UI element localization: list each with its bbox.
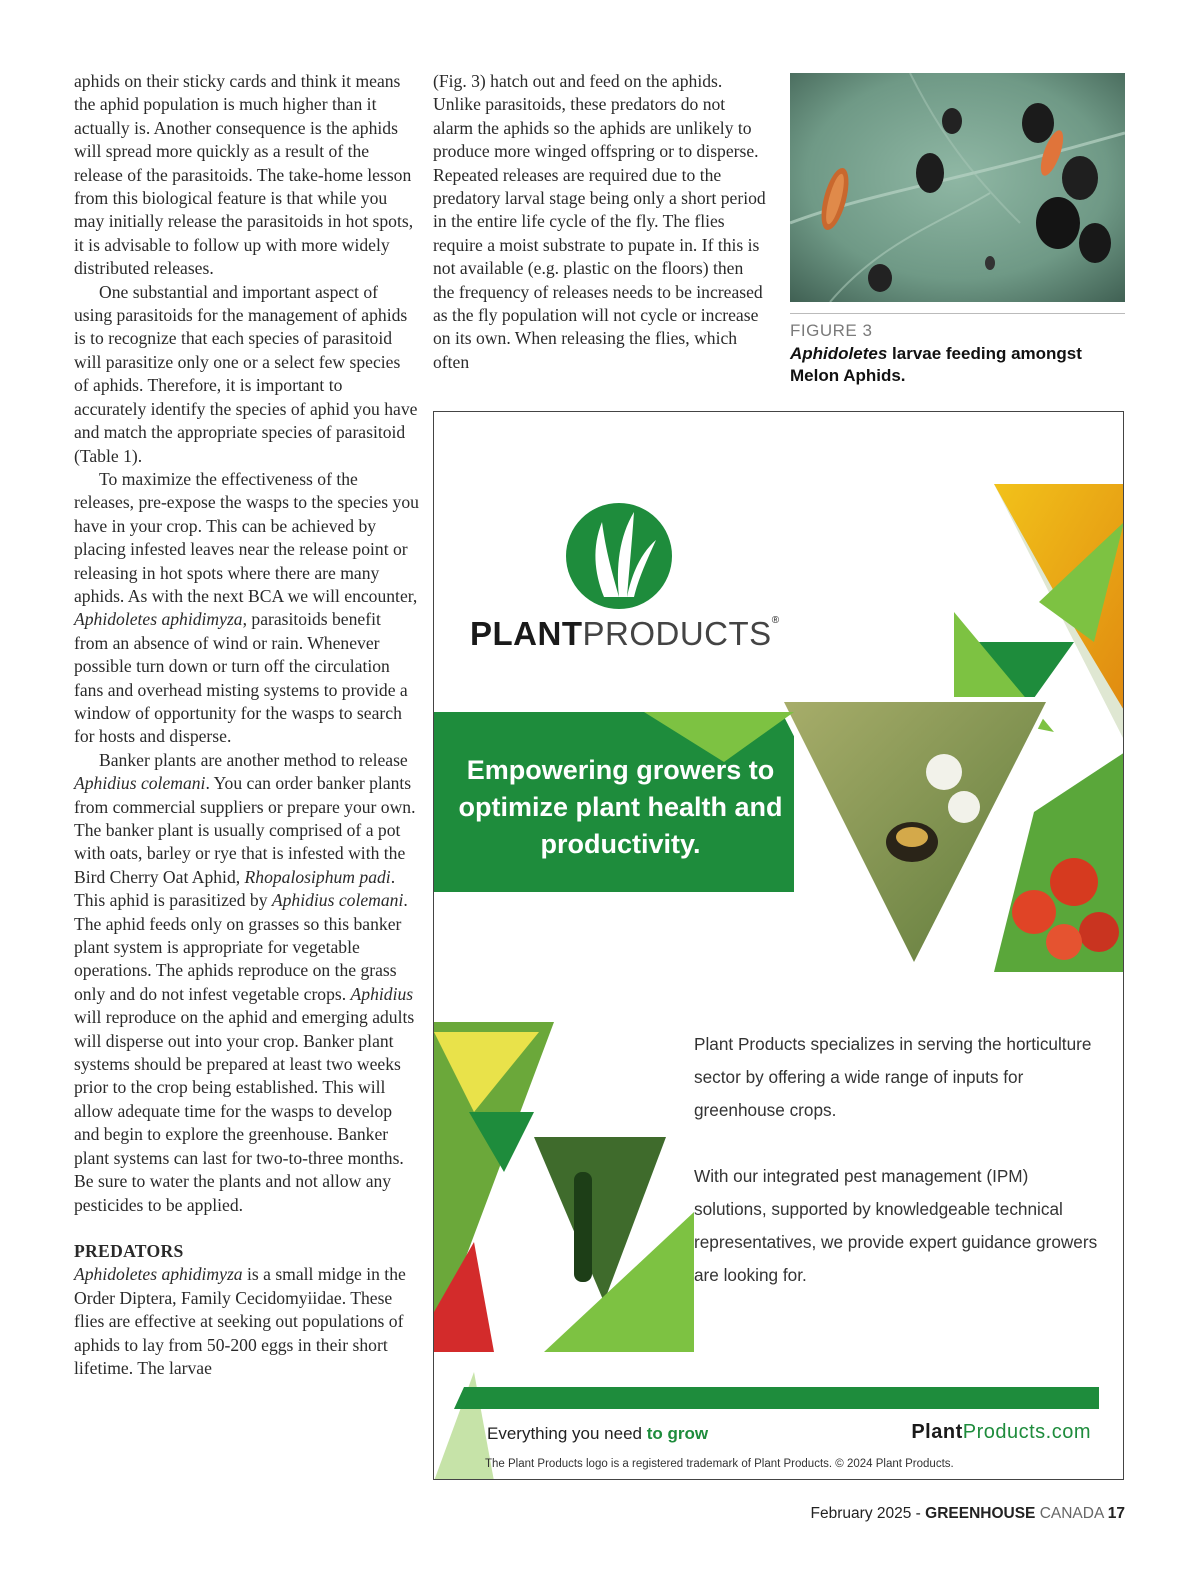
figure-divider bbox=[790, 313, 1125, 314]
ad-website-link[interactable]: PlantProducts.com bbox=[911, 1421, 1091, 1443]
article-column-1 bbox=[74, 70, 419, 1380]
page-number: 17 bbox=[1107, 1505, 1125, 1522]
paragraph: Aphidoletes aphidimyza is a small midge in the Order Diptera, Family Cecidomyiidae. These flies are effective at seeking out populations of aphids to lay from 50-200 eggs in their short lifetime. The larvae bbox=[74, 1264, 406, 1378]
figure-caption: Aphidoletes larvae feeding amongst Melon Aphids. bbox=[790, 344, 1082, 385]
page-footer: February 2025 - GREENHOUSE CANADA 17 bbox=[810, 1505, 1125, 1522]
section-heading: PREDATORS bbox=[74, 1240, 184, 1261]
ad-headline: Empowering growers to optimize plant health and productivity. bbox=[458, 755, 783, 859]
figure-label: FIGURE 3 bbox=[790, 321, 873, 340]
figure-photo bbox=[790, 73, 1125, 302]
article-column-2 bbox=[433, 70, 768, 374]
paragraph: (Fig. 3) hatch out and feed on the aphids. Unlike parasitoids, these predators do not alarm the aphids so the aphids are unlikely to produce more winged offspring or to disperse. Repeated releases are required due to the predatory larval stage being only a short period in the entire life cycle of the fly. The flies require a moist substrate to pupate in. If this is not available (e.g. plastic on the floors) then the frequency of releases needs to be increased as the fly population will not cycle or increase on its own. When releasing the flies, which often bbox=[433, 71, 766, 372]
plant-products-ad bbox=[433, 411, 1124, 1480]
paragraph: One substantial and important aspect of using parasitoids for the management of aphids is to recognize that each species of parasitoid will parasitize only one or a select few species of aphids. Therefore, it is important to accurately identify the species of aphid you have and match the appropriate species of parasitoid (Table 1). bbox=[74, 281, 418, 466]
ad-legal-text: The Plant Products logo is a registered trademark of Plant Products. © 2024 Plant Products. bbox=[485, 1458, 954, 1470]
paragraph: aphids on their sticky cards and think it means the aphid population is much higher than it actually is. Another consequence is the aphids will spread more quickly as a result of the release of the parasitoids. The take-home lesson from this biological feature is that while you may initially release the parasitoids in hot spots, it is advisable to follow up with more widely distributed releases. bbox=[74, 71, 414, 279]
ad-body-paragraph: Plant Products specializes in serving the horticulture sector by offering a wide range of inputs for greenhouse crops. bbox=[694, 1034, 1092, 1120]
ad-body-paragraph: With our integrated pest management (IPM) solutions, supported by knowledgeable technical representatives, we provide expert guidance growers are looking for. bbox=[694, 1166, 1098, 1285]
ad-body bbox=[694, 1028, 1104, 1325]
paragraph: Banker plants are another method to release Aphidius colemani. You can order banker plants from commercial suppliers or prepare your own. The banker plant is usually comprised of a pot with oats, barley or rye that is infested with the Bird Cherry Oat Aphid, Rhopalosiphum padi. This aphid is parasitized by Aphidius colemani. The aphid feeds only on grasses so this banker plant system is appropriate for vegetable operations. The aphids reproduce on the grass only and do not infest vegetable crops. Aphidius will reproduce on the aphid and emerging adults will disperse out into your crop. Banker plant systems should be prepared at least two weeks prior to the crop being established. This will allow adequate time for the wasps to develop and begin to explore the greenhouse. Banker plant systems can last for two-to-three months. Be sure to water the plants and not allow any pesticides to be applied. bbox=[74, 749, 416, 1215]
paragraph: To maximize the effectiveness of the releases, pre-expose the wasps to the species you have in your crop. This can be achieved by placing infested leaves near the release point or releasing in hot spots where there are many aphids. As with the next BCA we will encounter, Aphidoletes aphidimyza, parasitoids benefit from an absence of wind or rain. Whenever possible turn down or turn off the circulation fans and overhead misting systems to provide a window of opportunity for the wasps to search for hosts and disperse. bbox=[74, 468, 419, 747]
plant-products-logo: PLANTPRODUCTS® bbox=[470, 615, 780, 652]
ad-tagline: Everything you need to grow bbox=[487, 1424, 709, 1443]
